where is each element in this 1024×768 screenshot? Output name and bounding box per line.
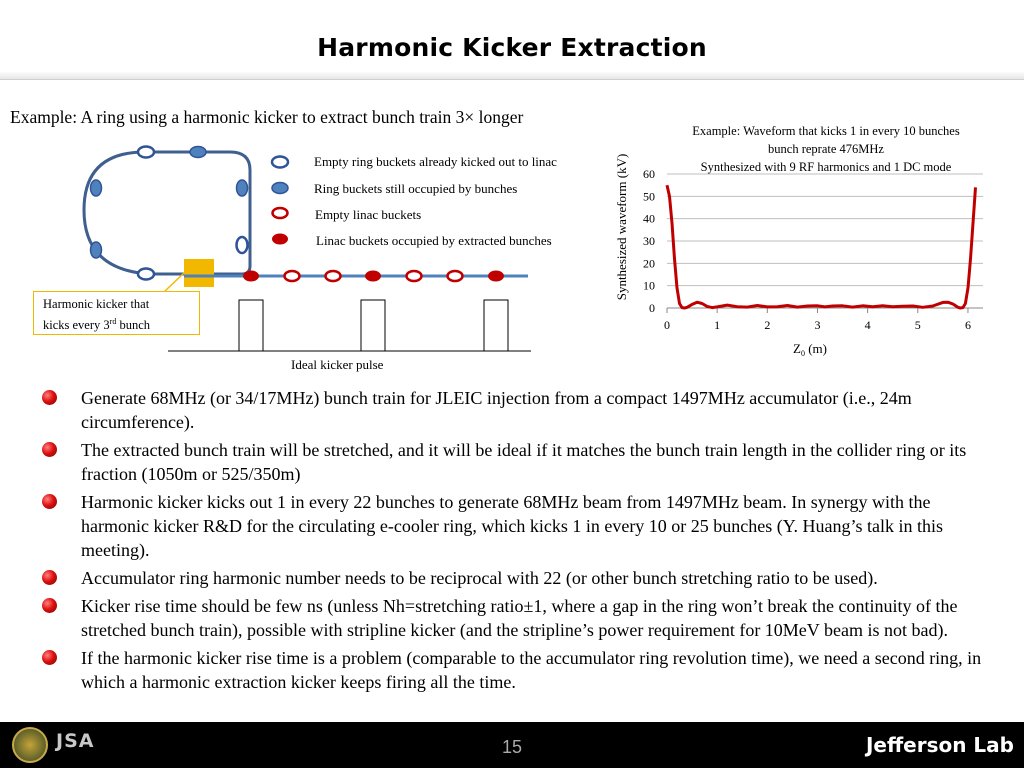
title-bar bbox=[0, 0, 1024, 80]
bullet-dot-icon bbox=[42, 442, 57, 457]
x-tick-label: 4 bbox=[864, 318, 871, 332]
series-line-waveform bbox=[667, 185, 976, 308]
linac-bucket-empty bbox=[407, 271, 422, 281]
x-tick-label: 2 bbox=[764, 318, 771, 332]
legend-empty-ring: Empty ring buckets already kicked out to linac bbox=[314, 154, 557, 169]
bullet-text: If the harmonic kicker rise time is a problem (comparable to the accumulator ring revolution time), we need a second ring, in which a harmonic extraction kicker keeps firing all the time. bbox=[81, 648, 982, 692]
jsa-logo: JSA bbox=[56, 730, 95, 752]
ring-bucket-occupied bbox=[91, 180, 102, 196]
y-tick-label: 50 bbox=[643, 189, 655, 204]
bullet-item bbox=[42, 490, 992, 562]
linac-bucket-empty bbox=[326, 271, 341, 281]
bullet-text: Accumulator ring harmonic number needs to be reciprocal with 22 (or other bunch stretching ratio to be used). bbox=[81, 568, 878, 588]
bullet-text: Harmonic kicker kicks out 1 in every 22 bunches to generate 68MHz beam from 1497MHz beam. In synergy with the harmonic kicker R&D for the circulating e-cooler ring, which kicks 1 in every 10 or 25 bunches (Y. Huang’s talk in this meeting). bbox=[81, 492, 943, 560]
ring-bucket-empty bbox=[237, 237, 248, 253]
y-tick-label: 20 bbox=[643, 256, 655, 271]
x-tick-label: 1 bbox=[714, 318, 721, 332]
waveform-chart bbox=[600, 140, 1000, 365]
kicker-callout bbox=[33, 291, 200, 335]
callout-line-1: Harmonic kicker that bbox=[43, 297, 150, 311]
slide-title: Harmonic Kicker Extraction bbox=[317, 33, 707, 62]
chart-title-line-2: bunch reprate 476MHz bbox=[768, 142, 884, 156]
y-tick-label: 30 bbox=[643, 234, 655, 248]
legend-occupied-linac: Linac buckets occupied by extracted bunches bbox=[316, 233, 552, 248]
bullet-item bbox=[42, 438, 992, 486]
x-tick-label: 0 bbox=[664, 318, 670, 332]
bullet-item bbox=[42, 386, 992, 434]
linac-bucket-occupied bbox=[365, 271, 381, 282]
linac-bucket-occupied bbox=[243, 271, 259, 282]
y-tick-label: 60 bbox=[643, 167, 655, 181]
legend-symbol-empty-linac bbox=[273, 208, 288, 218]
legend-symbol-empty-ring bbox=[272, 157, 288, 168]
bullet-dot-icon bbox=[42, 650, 57, 665]
ring-bucket-occupied bbox=[190, 147, 206, 158]
legend-symbol-occupied-linac bbox=[272, 234, 288, 245]
ring-bucket-occupied bbox=[91, 242, 102, 258]
bullet-dot-icon bbox=[42, 570, 57, 585]
linac-bucket-empty bbox=[448, 271, 463, 281]
y-tick-label: 40 bbox=[643, 211, 655, 226]
callout-line-2: kicks every 3rd bunch bbox=[43, 317, 151, 333]
bullet-text: Generate 68MHz (or 34/17MHz) bunch train for JLEIC injection from a compact 1497MHz accumulator (i.e., 24m circumference). bbox=[81, 388, 912, 432]
bullet-dot-icon bbox=[42, 494, 57, 509]
legend-symbol-occupied-ring bbox=[272, 183, 288, 194]
diagram-example-text: Example: A ring using a harmonic kicker to extract bunch train 3× longer bbox=[10, 107, 524, 127]
chart-xlabel: $Z_0$ (m) bbox=[793, 341, 827, 358]
kicker-pulse bbox=[361, 300, 385, 351]
bullet-item bbox=[42, 566, 992, 590]
y-tick-label: 10 bbox=[643, 278, 655, 293]
bullet-list bbox=[42, 386, 992, 698]
kicker-pulse bbox=[239, 300, 263, 351]
bullet-item bbox=[42, 646, 992, 694]
bullet-item bbox=[42, 594, 992, 642]
linac-bucket-empty bbox=[285, 271, 300, 281]
page-number: 15 bbox=[501, 737, 523, 757]
harmonic-kicker bbox=[184, 259, 214, 287]
ring-bucket-empty bbox=[138, 147, 154, 158]
kicker-callout-line bbox=[165, 273, 184, 291]
jefferson-lab-logo: Jefferson Lab bbox=[865, 733, 1014, 757]
footer-bar bbox=[0, 722, 1024, 768]
ring-bucket-empty bbox=[138, 269, 154, 280]
accumulator-ring bbox=[84, 152, 250, 274]
chart-ylabel: Synthesized waveform (kV) bbox=[614, 153, 629, 301]
pulse-label: Ideal kicker pulse bbox=[291, 357, 384, 372]
chart-grid bbox=[667, 174, 983, 308]
bullet-dot-icon bbox=[42, 390, 57, 405]
bullet-dot-icon bbox=[42, 598, 57, 613]
linac-bucket-occupied bbox=[488, 271, 504, 282]
chart-title-line-1: Example: Waveform that kicks 1 in every 10 bunches bbox=[692, 124, 960, 138]
y-tick-label: 0 bbox=[649, 301, 655, 315]
title-bar-shade bbox=[0, 71, 1024, 79]
bullet-text: Kicker rise time should be few ns (unless Nh=stretching ratio±1, where a gap in the ring won’t break the continuity of the stretched bunch train), possible with stripline kicker (and the stripline’s power requirement for 10MeV beam is not bad). bbox=[81, 596, 958, 640]
bullet-text: The extracted bunch train will be stretched, and it will be ideal if it matches the bunch train length in the collider ring or its fraction (1050m or 525/350m) bbox=[81, 440, 967, 484]
x-tick-label: 3 bbox=[814, 318, 821, 332]
kicker-pulse bbox=[484, 300, 508, 351]
chart-title-line-3: Synthesized with 9 RF harmonics and 1 DC mode bbox=[700, 160, 952, 174]
ring-bucket-occupied bbox=[237, 180, 248, 196]
x-tick-label: 6 bbox=[964, 318, 971, 332]
x-tick-label: 5 bbox=[914, 318, 921, 332]
legend-occupied-ring: Ring buckets still occupied by bunches bbox=[314, 181, 518, 196]
legend-empty-linac: Empty linac buckets bbox=[315, 207, 422, 222]
